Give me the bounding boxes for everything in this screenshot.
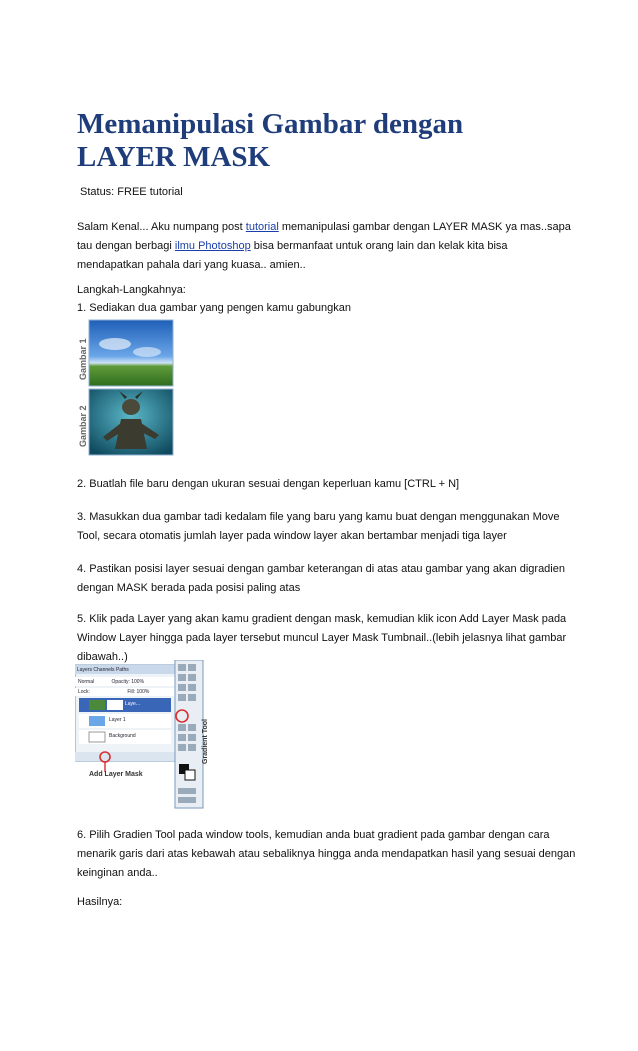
lock-fill-row: Lock: Fill: 100% <box>78 689 150 695</box>
layers-panel-tabs: Layers Channels Paths <box>77 667 129 673</box>
step-5: 5. Klik pada Layer yang akan kamu gradient dengan mask, kemudian klik icon Add Layer Mask pada Window Layer hingga pada layer tersebut muncul Layer Mask Tumbnail..(lebih jelasnya lihat gambar dibawah..) <box>77 613 567 663</box>
title-line-2: LAYER MASK <box>77 141 271 173</box>
background-layer-name: Background <box>109 733 136 739</box>
blend-opacity-row: Normal Opacity: 100% <box>78 679 145 685</box>
creature-image <box>75 387 175 457</box>
step-1: 1. Sediakan dua gambar yang pengen kamu gabungkan <box>77 302 351 314</box>
layer-mask-name: Laye... <box>125 701 141 707</box>
link-ilmu-photoshop[interactable]: ilmu Photoshop <box>174 240 251 252</box>
step-6: 6. Pilih Gradien Tool pada window tools, kemudian anda buat gradient pada gambar dengan cara menarik garis dari atas kebawah atau sebaliknya hingga anda mendapatkan hasil yang sesuai dengan keinginan anda.. <box>77 829 576 879</box>
step-4: 4. Pastikan posisi layer sesuai dengan gambar keterangan di atas atau gambar yang akan digradien dengan MASK berada pada posisi paling atas <box>77 563 565 594</box>
add-layer-mask-callout: Add Layer Mask <box>89 771 143 778</box>
layer-1-name: Layer 1 <box>109 717 126 723</box>
figure-gambar-2 <box>75 387 175 457</box>
link-tutorial[interactable]: tutorial <box>245 221 279 233</box>
result-heading: Hasilnya: <box>77 896 123 908</box>
step-3: 3. Masukkan dua gambar tadi kedalam file yang baru yang kamu buat dengan menggunakan Move Tool, secara otomatis jumlah layer pada window layer akan bertambar menjadi tiga layer <box>77 511 560 542</box>
step-2: 2. Buatlah file baru dengan ukuran sesuai dengan keperluan kamu [CTRL + N] <box>77 478 460 490</box>
intro-paragraph: Salam Kenal... Aku numpang post tutorial memanipulasi gambar dengan LAYER MASK ya mas..sapa tau dengan berbagi ilmu Photoshop bisa bermanfaat untuk orang lain dan kelak kita bisa mendapatkan pahala dari yang kuasa.. amien.. <box>77 221 571 271</box>
page-title <box>77 108 597 174</box>
figure-layers-panel <box>75 660 215 810</box>
gambar-1-label: Gambar 1 <box>78 338 88 380</box>
gambar-2-label: Gambar 2 <box>78 405 88 447</box>
title-line-1: Memanipulasi Gambar dengan <box>77 108 464 140</box>
steps-heading: Langkah-Langkahnya: <box>77 284 186 296</box>
status-line: Status: FREE tutorial <box>80 186 183 198</box>
gradient-tool-label: Gradient Tool <box>202 719 209 764</box>
